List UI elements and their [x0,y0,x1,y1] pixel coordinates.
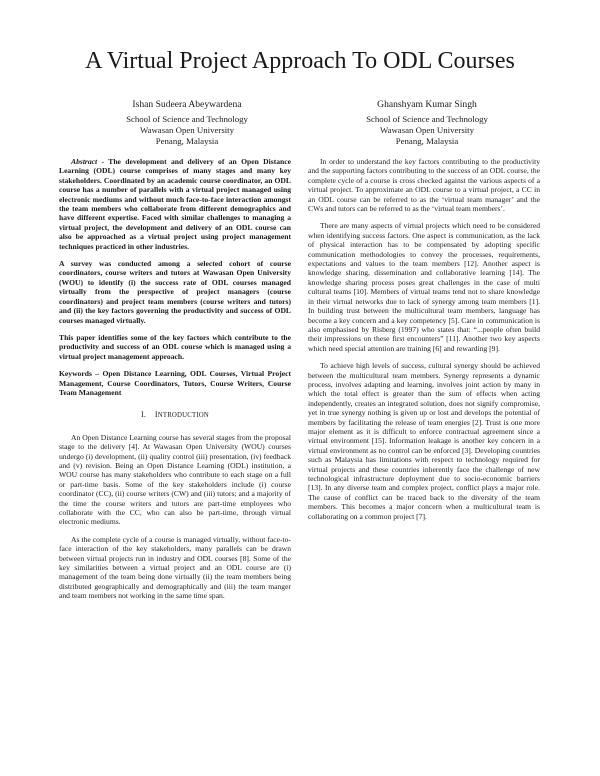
section-title-rest: NTRODUCTION [157,412,210,420]
body-paragraph-3: To achieve high levels of success, cultural synergy should be achieved between the multicultural team members. Synergy represents a dynamic process, involves adapting and learning, involves joint action by many in which the total effect is greater than the sum of effects when acting independently, creates an integrated solution, does not signify compromise, yet in true synergy nothing is given up or lost and develops the potential of members by facilitating the release of team energies [2]. Trust is one more major element as it is difficult to enforce contractual agreement since a virtual environment [15]. Information leakage is another key concern in a virtual environment as no control can be enforced [3]. Developing countries such as Malaysia has limitations with respect to technology required for virtual projects and these countries inherently face the challenge of new technological infrastructure deployment due to socio-economic barriers [13]. In any diverse team and complex project, conflict plays a major role. The cause of conflict can be traced back to the diversity of the team members. This becomes a major concern when a multicultural team is collaborating on a common project [7]. [308,361,540,521]
keywords: Keywords – Open Distance Learning, ODL Courses, Virtual Project Management, Course Coordinators, Tutors, Course Writers, Course Team Management [59,369,291,397]
abstract-text: - The development and delivery of an Open Distance Learning (ODL) course comprises of many stages and many key stakeholders. Coordinated by an academic course coordinator, an ODL course has a number of parallels with a virtual project managed using electronic mediums and without much face-to-face interaction amongst the team members who collaborate from different demographics and have different expertise. Faced with similar challenges to managing a virtual project, the development and delivery of an ODL course can also be approached as a virtual project using project management techniques practiced in other industries. [59,157,291,251]
abstract [59,157,291,251]
paper-title: A Virtual Project Approach To ODL Courses [85,48,515,74]
left-column [59,157,291,609]
author-location: Penang, Malaysia [155,136,219,146]
author-institution: Wawasan Open University [139,125,235,135]
right-column [308,157,540,529]
author-name: Ghanshyam Kumar Singh [377,99,477,110]
author-block-2 [317,99,537,147]
author-location: Penang, Malaysia [395,136,459,146]
section-number: I. [140,410,147,420]
abstract-paragraph-3: This paper identifies some of the key factors which contribute to the productivity and success of an ODL course which is managed using a virtual project management approach. [59,332,291,361]
author-institution: Wawasan Open University [379,125,475,135]
author-block-1 [77,99,297,147]
section-title-initial: I [154,410,158,420]
author-affiliation: School of Science and Technology [366,114,488,124]
section-heading [59,410,291,420]
intro-paragraph-1: An Open Distance Learning course has several stages from the proposal stage to the delivery [4]. At Wawasan Open University (WOU) courses undergo (i) development, (ii) quality control (iii) presentation, (iv) feedback and (v) revision. Being an Open Distance Learning (ODL) institution, a WOU course has many stakeholders who contribute to each stage on a full or part-time basis. Some of the key stakeholders include (i) course coordinator (CC), (ii) course writers (CW) and (iii) tutors; and a majority of the time the course writers and tutors are part-time employees who collaborate with the CC, who can also be part-time, through virtual electronic mediums. [59,432,291,527]
body-paragraph-1: In order to understand the key factors contributing to the productivity and the supporting factors contributing to the success of an ODL course, the complete cycle of a course is cross checked against the various aspects of a virtual project. To approximate an ODL course to a virtual project, a CC in an ODL course can be referred to as the ‘virtual team manager’ and the CWs and tutors can be referred to as the ‘virtual team members’. [308,157,540,214]
body-paragraph-2: There are many aspects of virtual projects which need to be considered when identifying success factors. One aspect is communication, as the lack of physical interaction has to be compensated by adopting specific communication methodologies to convey the processes, requirements, expectations and values to the team members [12]. Another aspect is knowledge sharing, dissemination and collaborative learning [14]. The knowledge sharing process poses great challenges in the case of multi cultural teams [10]. Members of virtual teams tend not to share knowledge in their virtual networks due to lack of synergy among team members [1]. In building trust between the multicultural team members, language has become a key concern and a key competency [5]. Care in communication is also emphasised by Risberg (1997) who states that: “...people often build their impressions on these first encounters” [11]. Another two key aspects which need special attention are training [6] and rewarding [9]. [308,221,540,353]
abstract-paragraph-2: A survey was conducted among a selected cohort of course coordinators, course writers and tutors at Wawasan Open University (WOU) to identify (i) the success rate of ODL courses managed virtually from the perspective of project managers (course coordinators) and project team members (course writers and tutors) and (ii) the key factors governing the productivity and success of ODL courses managed virtually. [59,259,291,325]
abstract-label: Abstract [71,157,98,166]
intro-paragraph-2: As the complete cycle of a course is managed virtually, without face-to-face interaction of the key stakeholders, many parallels can be drawn between virtual projects run in industry and ODL courses [8]. Some of the key similarities between a virtual project and an ODL course are (i) management of the team being done virtually (ii) the team members being distributed geographically and demographically and (iii) the team manger and team members not working in the same time span. [59,534,291,601]
author-affiliation: School of Science and Technology [126,114,248,124]
author-name: Ishan Sudeera Abeywardena [132,99,242,110]
